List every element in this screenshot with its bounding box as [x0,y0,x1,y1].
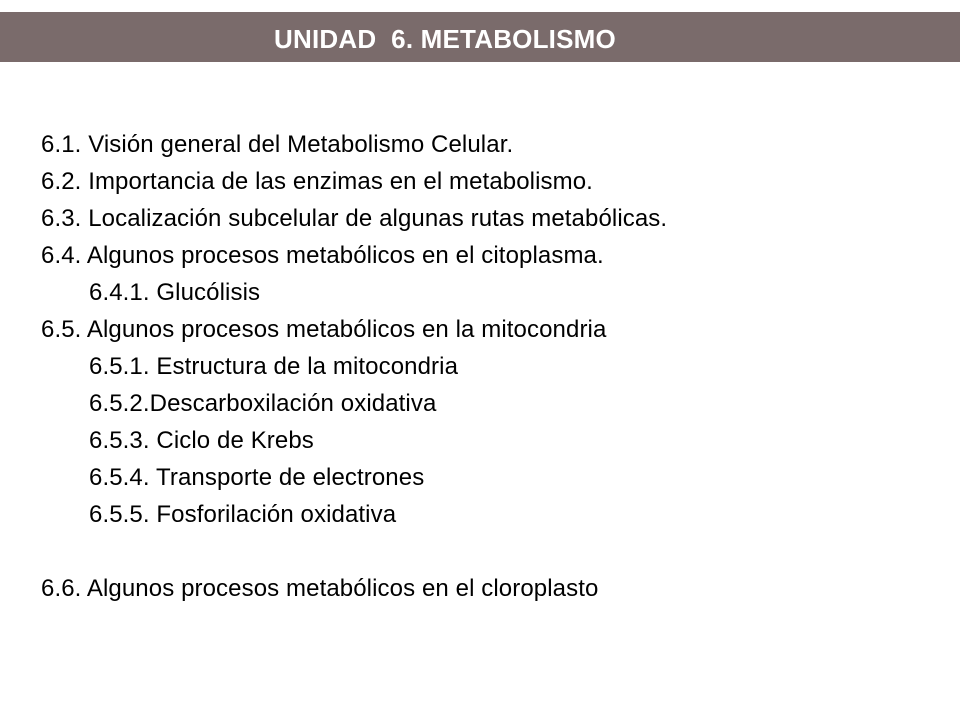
slide-title: UNIDAD 6. METABOLISMO [274,24,616,54]
outline-subitem-6-5-5: 6.5.5. Fosforilación oxidativa [89,501,397,528]
outline-subitem-6-4-1: 6.4.1. Glucólisis [89,279,261,306]
topic-outline [41,126,941,607]
outline-subitem-6-5-1: 6.5.1. Estructura de la mitocondria [89,353,459,380]
outline-item-6-1: 6.1. Visión general del Metabolismo Celular. [41,131,514,158]
outline-spacer [41,533,941,570]
outline-item-6-5: 6.5. Algunos procesos metabólicos en la mitocondria [41,316,607,343]
outline-subitem-6-5-3: 6.5.3. Ciclo de Krebs [89,427,314,454]
outline-item-6-6: 6.6. Algunos procesos metabólicos en el cloroplasto [41,575,599,602]
outline-item-6-2: 6.2. Importancia de las enzimas en el metabolismo. [41,168,593,195]
outline-subitem-6-5-2: 6.5.2.Descarboxilación oxidativa [89,390,437,417]
outline-item-6-3: 6.3. Localización subcelular de algunas rutas metabólicas. [41,205,668,232]
outline-subitem-6-5-4: 6.5.4. Transporte de electrones [89,464,425,491]
outline-item-6-4: 6.4. Algunos procesos metabólicos en el citoplasma. [41,242,604,269]
